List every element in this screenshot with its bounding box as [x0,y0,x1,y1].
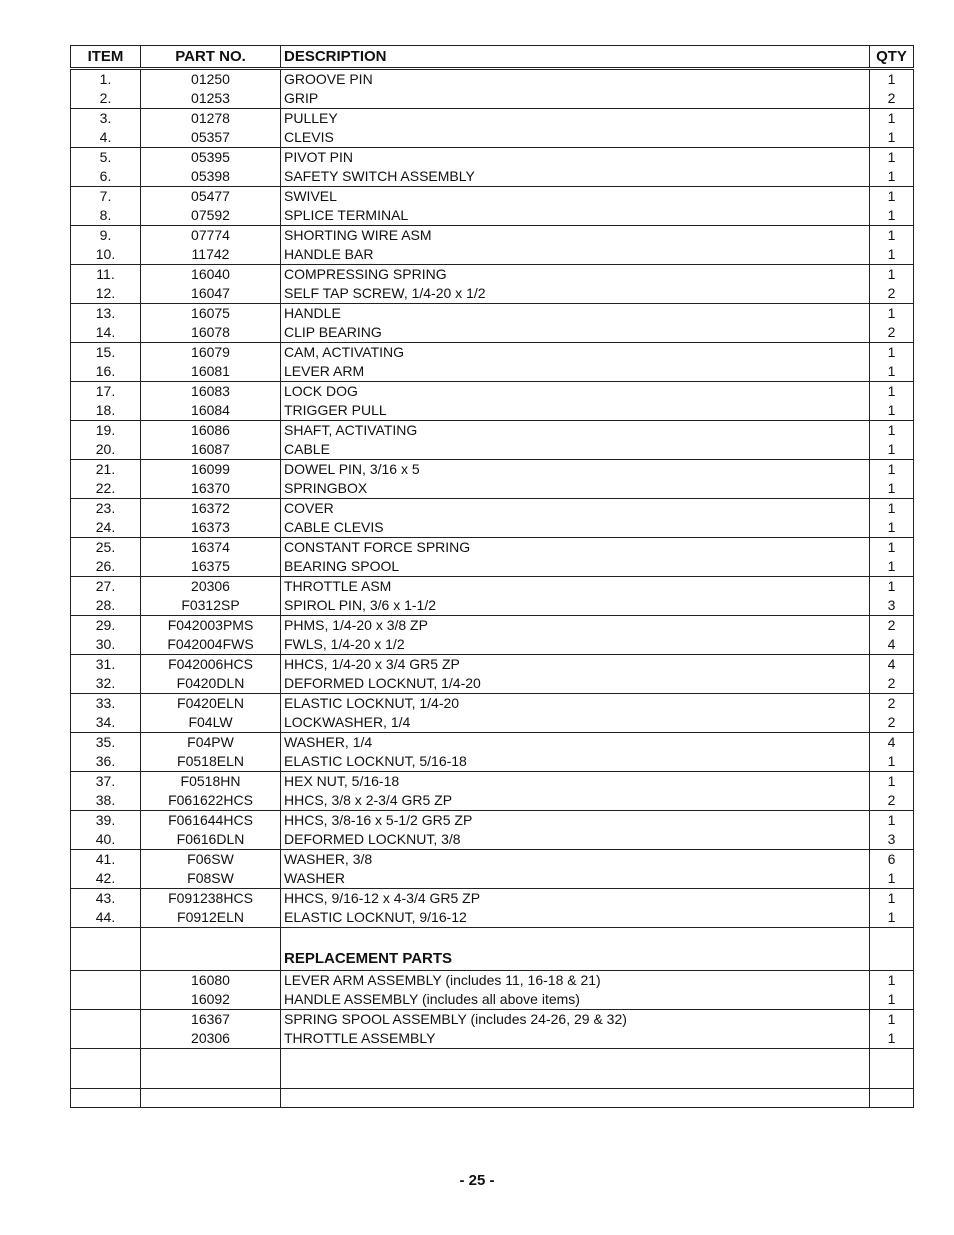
cell-part: F0420ELN [141,694,281,714]
cell-desc: COMPRESSING SPRING [281,265,870,285]
cell-qty: 1 [870,128,914,148]
table-row [71,323,914,343]
cell-item: 3. [71,109,141,129]
cell-qty: 3 [870,596,914,616]
cell-qty: 1 [870,382,914,402]
cell-qty: 1 [870,167,914,187]
cell-part: 01253 [141,89,281,109]
cell-qty: 2 [870,284,914,304]
cell-item: 13. [71,304,141,324]
cell-part: F061622HCS [141,791,281,811]
cell-item: 8. [71,206,141,226]
cell-desc: SHORTING WIRE ASM [281,226,870,246]
cell-qty: 1 [870,1029,914,1049]
cell-part: 05398 [141,167,281,187]
cell-part: 16075 [141,304,281,324]
table-row [71,635,914,655]
cell-qty: 1 [870,518,914,538]
cell-desc: SPRING SPOOL ASSEMBLY (includes 24-26, 29 & 32) [281,1010,870,1030]
cell-qty: 1 [870,187,914,207]
cell-qty: 1 [870,226,914,246]
cell-part: F042006HCS [141,655,281,675]
cell-part: 16040 [141,265,281,285]
cell-item: 33. [71,694,141,714]
table-row [71,128,914,148]
cell-desc: CAM, ACTIVATING [281,343,870,363]
cell-qty: 1 [870,460,914,480]
table-row [71,616,914,636]
cell-desc: HANDLE [281,304,870,324]
cell-desc: SHAFT, ACTIVATING [281,421,870,441]
table-row [71,1029,914,1049]
table-row [71,733,914,753]
header-description: DESCRIPTION [281,46,870,69]
cell-item: 12. [71,284,141,304]
cell-desc: TRIGGER PULL [281,401,870,421]
cell-item: 34. [71,713,141,733]
table-row [71,499,914,519]
cell-item [71,1010,141,1030]
cell-part: 16086 [141,421,281,441]
cell-part: 07592 [141,206,281,226]
parts-table-body [71,69,914,1108]
table-row [71,69,914,90]
cell-desc: ELASTIC LOCKNUT, 5/16-18 [281,752,870,772]
cell-part: 16081 [141,362,281,382]
table-row [71,694,914,714]
cell-qty: 1 [870,889,914,909]
cell-part: 16375 [141,557,281,577]
table-row [71,889,914,909]
cell-qty: 1 [870,971,914,991]
cell-qty: 1 [870,499,914,519]
cell-qty: 2 [870,323,914,343]
cell-part: F04LW [141,713,281,733]
cell-item: 15. [71,343,141,363]
blank-row [71,1049,914,1089]
cell-desc: CABLE [281,440,870,460]
cell-item: 4. [71,128,141,148]
cell-item [71,971,141,991]
cell-qty: 2 [870,713,914,733]
page-number: - 25 - [459,1172,495,1189]
cell-part: F0912ELN [141,908,281,928]
table-row [71,518,914,538]
cell-desc: LEVER ARM [281,362,870,382]
cell-part: 16373 [141,518,281,538]
cell-desc: HHCS, 1/4-20 x 3/4 GR5 ZP [281,655,870,675]
empty-cell [71,1049,141,1089]
cell-part: F042004FWS [141,635,281,655]
cell-item: 38. [71,791,141,811]
cell-qty: 1 [870,440,914,460]
cell-qty: 1 [870,869,914,889]
cell-desc: PULLEY [281,109,870,129]
cell-part: F0420DLN [141,674,281,694]
table-row [71,655,914,675]
cell-item: 11. [71,265,141,285]
cell-desc: COVER [281,499,870,519]
cell-desc: SPIROL PIN, 3/6 x 1-1/2 [281,596,870,616]
cell-desc: LEVER ARM ASSEMBLY (includes 11, 16-18 & 21) [281,971,870,991]
cell-item: 32. [71,674,141,694]
table-row [71,596,914,616]
cell-part: F06SW [141,850,281,870]
table-row [71,869,914,889]
cell-part: F04PW [141,733,281,753]
cell-item: 26. [71,557,141,577]
cell-qty: 1 [870,148,914,168]
cell-qty: 2 [870,694,914,714]
cell-desc: SWIVEL [281,187,870,207]
cell-item: 21. [71,460,141,480]
cell-desc: CLEVIS [281,128,870,148]
table-row [71,850,914,870]
table-header-row [71,46,914,69]
cell-desc: HHCS, 9/16-12 x 4-3/4 GR5 ZP [281,889,870,909]
cell-item: 6. [71,167,141,187]
cell-part: 05357 [141,128,281,148]
table-row [71,304,914,324]
cell-desc: GROOVE PIN [281,69,870,90]
cell-qty: 2 [870,89,914,109]
cell-qty: 1 [870,109,914,129]
cell-part: 16374 [141,538,281,558]
cell-part: F08SW [141,869,281,889]
cell-part: 16367 [141,1010,281,1030]
cell-desc: LOCK DOG [281,382,870,402]
cell-desc: SPRINGBOX [281,479,870,499]
cell-desc: WASHER, 1/4 [281,733,870,753]
cell-part: 07774 [141,226,281,246]
cell-qty: 1 [870,752,914,772]
cell-desc: HHCS, 3/8-16 x 5-1/2 GR5 ZP [281,811,870,831]
cell-qty: 1 [870,421,914,441]
cell-item: 9. [71,226,141,246]
cell-qty: 1 [870,343,914,363]
cell-qty: 1 [870,538,914,558]
cell-qty: 1 [870,1010,914,1030]
empty-cell [141,1049,281,1089]
cell-desc: SAFETY SWITCH ASSEMBLY [281,167,870,187]
cell-item: 1. [71,69,141,90]
cell-part: 05395 [141,148,281,168]
cell-part: 20306 [141,577,281,597]
parts-list-table [70,45,914,1108]
cell-item: 23. [71,499,141,519]
cell-desc: HHCS, 3/8 x 2-3/4 GR5 ZP [281,791,870,811]
cell-part: F0518ELN [141,752,281,772]
table-row [71,440,914,460]
table-row [71,245,914,265]
cell-qty: 1 [870,265,914,285]
table-row [71,908,914,928]
cell-item: 17. [71,382,141,402]
table-row [71,577,914,597]
cell-qty: 2 [870,674,914,694]
cell-qty: 1 [870,772,914,792]
cell-qty: 3 [870,830,914,850]
cell-desc: DOWEL PIN, 3/16 x 5 [281,460,870,480]
cell-item: 19. [71,421,141,441]
empty-cell [141,1089,281,1108]
cell-part: 16083 [141,382,281,402]
cell-desc: DEFORMED LOCKNUT, 3/8 [281,830,870,850]
cell-item: 41. [71,850,141,870]
cell-item: 37. [71,772,141,792]
header-item: ITEM [71,46,141,69]
cell-item: 43. [71,889,141,909]
cell-part: 16084 [141,401,281,421]
table-row [71,343,914,363]
table-row [71,187,914,207]
table-row [71,772,914,792]
cell-desc: DEFORMED LOCKNUT, 1/4-20 [281,674,870,694]
cell-part: 16087 [141,440,281,460]
cell-item: 44. [71,908,141,928]
cell-item: 39. [71,811,141,831]
cell-part: 16080 [141,971,281,991]
cell-item: 10. [71,245,141,265]
cell-qty: 2 [870,616,914,636]
cell-part: 11742 [141,245,281,265]
cell-item: 36. [71,752,141,772]
cell-part: 20306 [141,1029,281,1049]
cell-desc: HANDLE BAR [281,245,870,265]
cell-desc: WASHER, 3/8 [281,850,870,870]
cell-part: F0518HN [141,772,281,792]
table-row [71,109,914,129]
cell-qty: 2 [870,791,914,811]
empty-cell [141,928,281,971]
cell-qty: 1 [870,304,914,324]
cell-part: 16047 [141,284,281,304]
empty-cell [281,1089,870,1108]
cell-qty: 4 [870,733,914,753]
header-part-no: PART NO. [141,46,281,69]
table-row [71,89,914,109]
cell-qty: 1 [870,401,914,421]
table-row [71,206,914,226]
header-qty: QTY [870,46,914,69]
cell-part: 16099 [141,460,281,480]
table-row [71,713,914,733]
cell-part: F0616DLN [141,830,281,850]
cell-desc: GRIP [281,89,870,109]
cell-qty: 1 [870,206,914,226]
table-row [71,971,914,991]
cell-desc: CABLE CLEVIS [281,518,870,538]
table-row [71,226,914,246]
table-row [71,811,914,831]
cell-item: 18. [71,401,141,421]
cell-desc: HANDLE ASSEMBLY (includes all above items) [281,990,870,1010]
table-row [71,460,914,480]
cell-item: 14. [71,323,141,343]
cell-desc: CONSTANT FORCE SPRING [281,538,870,558]
cell-item: 40. [71,830,141,850]
cell-item: 35. [71,733,141,753]
cell-desc: HEX NUT, 5/16-18 [281,772,870,792]
cell-desc: CLIP BEARING [281,323,870,343]
cell-desc: ELASTIC LOCKNUT, 9/16-12 [281,908,870,928]
blank-row [71,1089,914,1108]
cell-part: 16092 [141,990,281,1010]
table-row [71,284,914,304]
table-row [71,362,914,382]
cell-desc: WASHER [281,869,870,889]
table-row [71,1010,914,1030]
cell-desc: PHMS, 1/4-20 x 3/8 ZP [281,616,870,636]
cell-part: 16370 [141,479,281,499]
cell-item: 24. [71,518,141,538]
cell-item: 22. [71,479,141,499]
cell-qty: 1 [870,577,914,597]
cell-qty: 1 [870,479,914,499]
cell-qty: 1 [870,557,914,577]
cell-part: F042003PMS [141,616,281,636]
table-row [71,752,914,772]
cell-desc: THROTTLE ASM [281,577,870,597]
cell-item: 28. [71,596,141,616]
table-row [71,830,914,850]
table-row [71,148,914,168]
replacement-parts-heading-row [71,928,914,971]
cell-qty: 1 [870,69,914,90]
empty-cell [71,928,141,971]
cell-item: 30. [71,635,141,655]
empty-cell [870,1049,914,1089]
cell-qty: 1 [870,362,914,382]
table-row [71,791,914,811]
cell-item: 5. [71,148,141,168]
cell-item: 20. [71,440,141,460]
cell-qty: 1 [870,990,914,1010]
table-row [71,674,914,694]
table-row [71,382,914,402]
replacement-parts-title: REPLACEMENT PARTS [281,928,870,971]
cell-desc: ELASTIC LOCKNUT, 1/4-20 [281,694,870,714]
cell-part: F091238HCS [141,889,281,909]
table-row [71,557,914,577]
cell-qty: 1 [870,245,914,265]
table-row [71,265,914,285]
empty-cell [870,928,914,971]
cell-part: F061644HCS [141,811,281,831]
cell-desc: SELF TAP SCREW, 1/4-20 x 1/2 [281,284,870,304]
cell-item [71,1029,141,1049]
table-row [71,538,914,558]
cell-item: 27. [71,577,141,597]
table-row [71,167,914,187]
cell-qty: 4 [870,635,914,655]
cell-item [71,990,141,1010]
cell-qty: 4 [870,655,914,675]
cell-part: F0312SP [141,596,281,616]
cell-item: 29. [71,616,141,636]
cell-item: 16. [71,362,141,382]
empty-cell [870,1089,914,1108]
cell-part: 16372 [141,499,281,519]
empty-cell [71,1089,141,1108]
cell-desc: THROTTLE ASSEMBLY [281,1029,870,1049]
cell-item: 7. [71,187,141,207]
cell-part: 05477 [141,187,281,207]
table-row [71,990,914,1010]
cell-qty: 1 [870,908,914,928]
cell-part: 01278 [141,109,281,129]
table-row [71,479,914,499]
cell-qty: 6 [870,850,914,870]
cell-item: 42. [71,869,141,889]
cell-part: 16079 [141,343,281,363]
empty-cell [281,1049,870,1089]
cell-desc: BEARING SPOOL [281,557,870,577]
cell-desc: SPLICE TERMINAL [281,206,870,226]
cell-desc: FWLS, 1/4-20 x 1/2 [281,635,870,655]
cell-item: 25. [71,538,141,558]
table-row [71,401,914,421]
cell-item: 2. [71,89,141,109]
cell-desc: PIVOT PIN [281,148,870,168]
table-row [71,421,914,441]
cell-part: 16078 [141,323,281,343]
cell-desc: LOCKWASHER, 1/4 [281,713,870,733]
cell-part: 01250 [141,69,281,90]
cell-item: 31. [71,655,141,675]
cell-qty: 1 [870,811,914,831]
